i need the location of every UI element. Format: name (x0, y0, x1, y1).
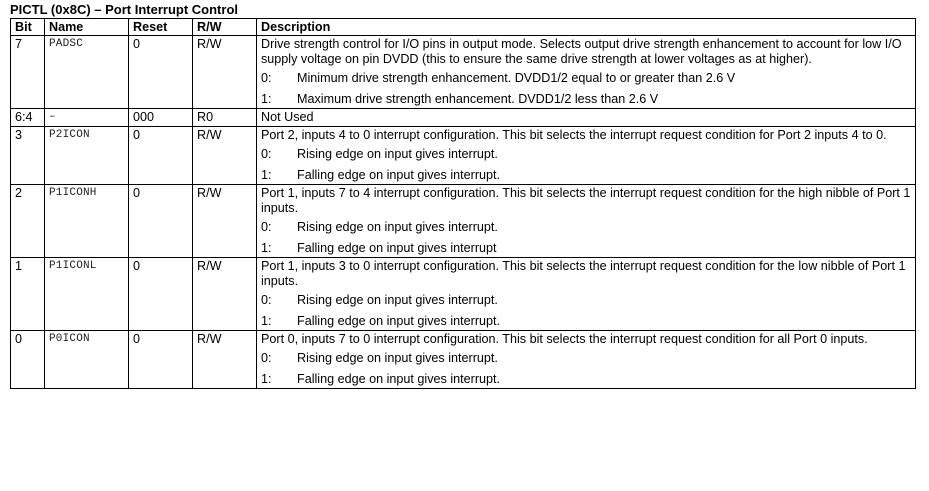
cell-description (257, 109, 916, 127)
option-value: 0: (261, 293, 272, 307)
cell-description (257, 258, 916, 331)
cell-bit: 7 (11, 36, 45, 109)
option-text: Rising edge on input gives interrupt. (297, 147, 498, 161)
description-text: Port 2, inputs 4 to 0 interrupt configuration. This bit selects the interrupt request condition for Port 2 inputs 4 to 0. (261, 128, 887, 142)
cell-name: P1ICONH (45, 185, 129, 258)
cell-rw: R/W (193, 331, 257, 389)
register-table (10, 18, 916, 389)
header-description: Description (257, 19, 916, 36)
cell-name: P2ICON (45, 127, 129, 185)
table-row (11, 127, 916, 185)
header-reset: Reset (129, 19, 193, 36)
cell-rw: R0 (193, 109, 257, 127)
table-row (11, 331, 916, 389)
option-value: 1: (261, 314, 272, 328)
table-header-row (11, 19, 916, 36)
cell-description (257, 127, 916, 185)
cell-reset: 0 (129, 258, 193, 331)
cell-bit: 0 (11, 331, 45, 389)
cell-description (257, 36, 916, 109)
cell-rw: R/W (193, 36, 257, 109)
cell-description (257, 185, 916, 258)
description-option (261, 168, 911, 183)
description-text: Port 1, inputs 3 to 0 interrupt configuration. This bit selects the interrupt request condition for the low nibble of Port 1 inputs. (261, 259, 906, 288)
description-option (261, 241, 911, 256)
cell-reset: 0 (129, 331, 193, 389)
cell-reset: 0 (129, 185, 193, 258)
option-text: Maximum drive strength enhancement. DVDD1/2 less than 2.6 V (297, 92, 659, 106)
option-text: Falling edge on input gives interrupt (297, 241, 497, 255)
table-body (11, 36, 916, 389)
description-text: Drive strength control for I/O pins in output mode. Selects output drive strength enhancement to account for low I/O supply voltage on pin DVDD (this to ensure the same drive strength at lower voltages as at higher). (261, 37, 902, 66)
option-text: Falling edge on input gives interrupt. (297, 372, 501, 386)
option-text: Rising edge on input gives interrupt. (297, 220, 498, 234)
cell-bit: 1 (11, 258, 45, 331)
cell-rw: R/W (193, 185, 257, 258)
cell-bit: 3 (11, 127, 45, 185)
option-text: Falling edge on input gives interrupt. (297, 314, 501, 328)
description-option (261, 220, 911, 235)
description-text: Not Used (261, 110, 314, 124)
option-text: Minimum drive strength enhancement. DVDD1/2 equal to or greater than 2.6 V (297, 71, 736, 85)
cell-reset: 0 (129, 36, 193, 109)
option-value: 1: (261, 241, 272, 255)
cell-reset: 000 (129, 109, 193, 127)
cell-description (257, 331, 916, 389)
option-text: Rising edge on input gives interrupt. (297, 351, 498, 365)
option-text: Rising edge on input gives interrupt. (297, 293, 498, 307)
description-option (261, 351, 911, 366)
option-value: 1: (261, 372, 272, 386)
cell-rw: R/W (193, 127, 257, 185)
table-row (11, 185, 916, 258)
header-name: Name (45, 19, 129, 36)
description-option (261, 147, 911, 162)
cell-bit: 6:4 (11, 109, 45, 127)
option-value: 1: (261, 168, 272, 182)
cell-name: P1ICONL (45, 258, 129, 331)
description-option (261, 314, 911, 329)
description-option (261, 293, 911, 308)
table-row (11, 109, 916, 127)
cell-reset: 0 (129, 127, 193, 185)
option-value: 0: (261, 351, 272, 365)
option-text: Falling edge on input gives interrupt. (297, 168, 501, 182)
cell-bit: 2 (11, 185, 45, 258)
option-value: 0: (261, 147, 272, 161)
cell-name: P0ICON (45, 331, 129, 389)
table-row (11, 36, 916, 109)
cell-name: – (45, 109, 129, 127)
option-value: 0: (261, 71, 272, 85)
header-rw: R/W (193, 19, 257, 36)
option-value: 0: (261, 220, 272, 234)
description-option (261, 92, 911, 107)
table-row (11, 258, 916, 331)
description-option (261, 372, 911, 387)
description-option (261, 71, 911, 86)
cell-rw: R/W (193, 258, 257, 331)
register-title: PICTL (0x8C) – Port Interrupt Control (10, 2, 238, 17)
cell-name: PADSC (45, 36, 129, 109)
description-text: Port 0, inputs 7 to 0 interrupt configuration. This bit selects the interrupt request condition for all Port 0 inputs. (261, 332, 868, 346)
option-value: 1: (261, 92, 272, 106)
header-bit: Bit (11, 19, 45, 36)
description-text: Port 1, inputs 7 to 4 interrupt configuration. This bit selects the interrupt request condition for the high nibble of Port 1 inputs. (261, 186, 911, 215)
